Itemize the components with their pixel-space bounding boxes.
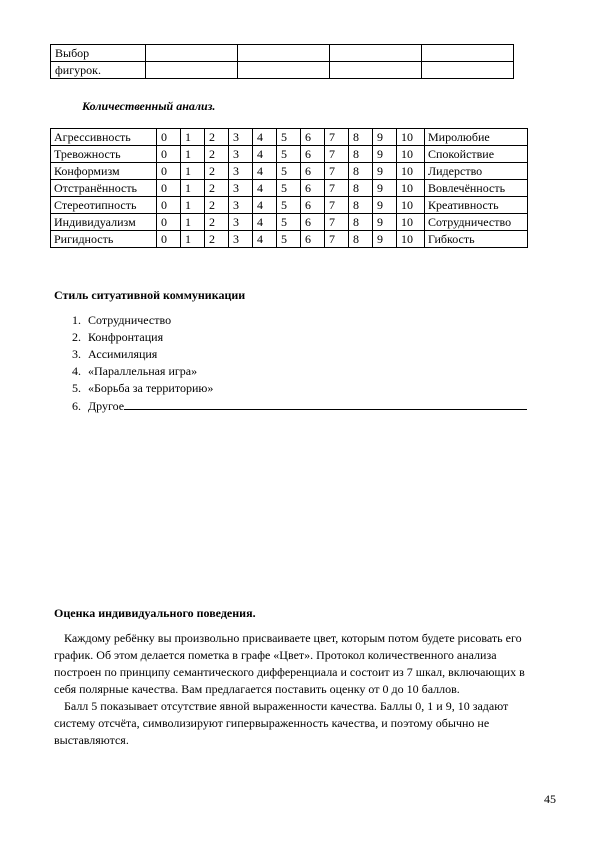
score-cell[interactable]: 2 xyxy=(205,146,229,163)
body-text xyxy=(54,630,544,749)
quantitative-analysis-title: Количественный анализ. xyxy=(82,99,216,113)
score-cell[interactable]: 6 xyxy=(301,146,325,163)
score-cell[interactable]: 3 xyxy=(229,231,253,248)
negative-quality-cell: Отстранённость xyxy=(51,180,157,197)
figure-selection-label-line2: фигурок. xyxy=(51,62,146,79)
other-fill-line[interactable] xyxy=(124,397,527,410)
score-cell[interactable]: 4 xyxy=(253,231,277,248)
score-cell[interactable]: 7 xyxy=(325,163,349,180)
score-cell[interactable]: 0 xyxy=(157,214,181,231)
score-cell[interactable]: 4 xyxy=(253,129,277,146)
score-cell[interactable]: 4 xyxy=(253,180,277,197)
negative-quality-cell: Агрессивность xyxy=(51,129,157,146)
score-cell[interactable]: 10 xyxy=(397,214,425,231)
score-cell[interactable]: 2 xyxy=(205,163,229,180)
score-cell[interactable]: 6 xyxy=(301,163,325,180)
score-cell[interactable]: 5 xyxy=(277,129,301,146)
list-item-label: Другое xyxy=(88,399,125,413)
positive-quality-cell: Спокойствие xyxy=(425,146,528,163)
paragraph: Балл 5 показывает отсутствие явной выраженности качества. Баллы 0, 1 и 9, 10 задают систему отсчёта, символизируют гипервыраженность качества, и поэтому обычно не выставляются. xyxy=(54,699,509,747)
list-item xyxy=(84,329,527,346)
score-cell[interactable]: 7 xyxy=(325,197,349,214)
score-cell[interactable]: 5 xyxy=(277,163,301,180)
table-cell xyxy=(422,62,514,79)
score-cell[interactable]: 6 xyxy=(301,214,325,231)
score-cell[interactable]: 1 xyxy=(181,180,205,197)
negative-quality-cell: Стереотипность xyxy=(51,197,157,214)
table-row xyxy=(51,214,528,231)
score-cell[interactable]: 4 xyxy=(253,146,277,163)
score-cell[interactable]: 0 xyxy=(157,163,181,180)
table-cell xyxy=(422,45,514,62)
score-cell[interactable]: 7 xyxy=(325,231,349,248)
score-cell[interactable]: 8 xyxy=(349,163,373,180)
score-cell[interactable]: 3 xyxy=(229,163,253,180)
score-cell[interactable]: 1 xyxy=(181,146,205,163)
score-cell[interactable]: 0 xyxy=(157,231,181,248)
score-cell[interactable]: 8 xyxy=(349,129,373,146)
score-cell[interactable]: 7 xyxy=(325,214,349,231)
score-cell[interactable]: 0 xyxy=(157,146,181,163)
positive-quality-cell: Гибкость xyxy=(425,231,528,248)
score-cell[interactable]: 2 xyxy=(205,129,229,146)
table-row xyxy=(51,45,514,62)
score-cell[interactable]: 5 xyxy=(277,214,301,231)
negative-quality-cell: Ригидность xyxy=(51,231,157,248)
list-item-label: «Параллельная игра» xyxy=(88,364,198,378)
score-cell[interactable]: 8 xyxy=(349,214,373,231)
negative-quality-cell: Индивидуализм xyxy=(51,214,157,231)
score-cell[interactable]: 10 xyxy=(397,129,425,146)
negative-quality-cell: Тревожность xyxy=(51,146,157,163)
score-cell[interactable]: 10 xyxy=(397,163,425,180)
figure-selection-label-line1: Выбор xyxy=(51,45,146,62)
score-cell[interactable]: 6 xyxy=(301,197,325,214)
score-cell[interactable]: 9 xyxy=(373,197,397,214)
score-cell[interactable]: 2 xyxy=(205,197,229,214)
score-cell[interactable]: 5 xyxy=(277,197,301,214)
score-cell[interactable]: 0 xyxy=(157,197,181,214)
table-row xyxy=(51,180,528,197)
score-cell[interactable]: 9 xyxy=(373,180,397,197)
score-cell[interactable]: 1 xyxy=(181,163,205,180)
table-row xyxy=(51,62,514,79)
table-row xyxy=(51,197,528,214)
score-cell[interactable]: 9 xyxy=(373,231,397,248)
score-cell[interactable]: 1 xyxy=(181,214,205,231)
score-cell[interactable]: 10 xyxy=(397,146,425,163)
list-item xyxy=(84,346,527,363)
table-cell xyxy=(146,62,238,79)
table-row xyxy=(51,146,528,163)
positive-quality-cell: Сотрудничество xyxy=(425,214,528,231)
score-cell[interactable]: 4 xyxy=(253,163,277,180)
positive-quality-cell: Креативность xyxy=(425,197,528,214)
table-cell xyxy=(146,45,238,62)
score-cell[interactable]: 5 xyxy=(277,180,301,197)
score-cell[interactable]: 7 xyxy=(325,129,349,146)
score-cell[interactable]: 0 xyxy=(157,180,181,197)
score-cell[interactable]: 3 xyxy=(229,197,253,214)
score-cell[interactable]: 8 xyxy=(349,231,373,248)
positive-quality-cell: Миролюбие xyxy=(425,129,528,146)
score-cell[interactable]: 10 xyxy=(397,197,425,214)
semantic-differential-table xyxy=(50,128,528,248)
score-cell[interactable]: 6 xyxy=(301,129,325,146)
score-cell[interactable]: 3 xyxy=(229,180,253,197)
table-row xyxy=(51,163,528,180)
score-cell[interactable]: 8 xyxy=(349,180,373,197)
figure-selection-table xyxy=(50,44,514,79)
table-row xyxy=(51,231,528,248)
individual-behavior-title: Оценка индивидуального поведения. xyxy=(54,606,256,620)
score-cell[interactable]: 4 xyxy=(253,214,277,231)
list-item xyxy=(84,397,527,415)
table-cell xyxy=(330,45,422,62)
list-item-label: «Борьба за территорию» xyxy=(88,381,214,395)
score-cell[interactable]: 3 xyxy=(229,146,253,163)
list-item-label: Ассимиляция xyxy=(88,347,158,361)
score-cell[interactable]: 8 xyxy=(349,197,373,214)
score-cell[interactable]: 9 xyxy=(373,214,397,231)
score-cell[interactable]: 2 xyxy=(205,231,229,248)
score-cell[interactable]: 1 xyxy=(181,197,205,214)
score-cell[interactable]: 10 xyxy=(397,231,425,248)
list-item xyxy=(84,312,527,329)
score-cell[interactable]: 5 xyxy=(277,231,301,248)
score-cell[interactable]: 2 xyxy=(205,214,229,231)
score-cell[interactable]: 8 xyxy=(349,146,373,163)
score-cell[interactable]: 7 xyxy=(325,180,349,197)
score-cell[interactable]: 6 xyxy=(301,231,325,248)
table-cell xyxy=(330,62,422,79)
score-cell[interactable]: 10 xyxy=(397,180,425,197)
positive-quality-cell: Вовлечённость xyxy=(425,180,528,197)
page-number: 45 xyxy=(544,792,556,806)
table-row xyxy=(51,129,528,146)
score-cell[interactable]: 1 xyxy=(181,129,205,146)
score-cell[interactable]: 3 xyxy=(229,129,253,146)
paragraph: Каждому ребёнку вы произвольно присваиваете цвет, которым потом будете рисовать его график. Об этом делается пометка в графе «Цвет». Протокол количественного анализа построен по принципу семантического дифференциала и состоит из 7 шкал, включающих в себя полярные качества. Вам предлагается поставить оценку от 0 до 10 баллов. xyxy=(54,631,525,696)
list-item xyxy=(84,363,527,380)
score-cell[interactable]: 9 xyxy=(373,163,397,180)
score-cell[interactable]: 1 xyxy=(181,231,205,248)
list-item-label: Сотрудничество xyxy=(88,313,172,327)
positive-quality-cell: Лидерство xyxy=(425,163,528,180)
score-cell[interactable]: 6 xyxy=(301,180,325,197)
communication-style-title: Стиль ситуативной коммуникации xyxy=(54,288,246,302)
negative-quality-cell: Конформизм xyxy=(51,163,157,180)
table-cell xyxy=(238,62,330,79)
score-cell[interactable]: 0 xyxy=(157,129,181,146)
score-cell[interactable]: 5 xyxy=(277,146,301,163)
score-cell[interactable]: 2 xyxy=(205,180,229,197)
score-cell[interactable]: 7 xyxy=(325,146,349,163)
communication-style-list xyxy=(62,312,527,415)
table-cell xyxy=(238,45,330,62)
list-item-label: Конфронтация xyxy=(88,330,164,344)
score-cell[interactable]: 9 xyxy=(373,129,397,146)
list-item xyxy=(84,380,527,397)
score-cell[interactable]: 9 xyxy=(373,146,397,163)
score-cell[interactable]: 3 xyxy=(229,214,253,231)
score-cell[interactable]: 4 xyxy=(253,197,277,214)
